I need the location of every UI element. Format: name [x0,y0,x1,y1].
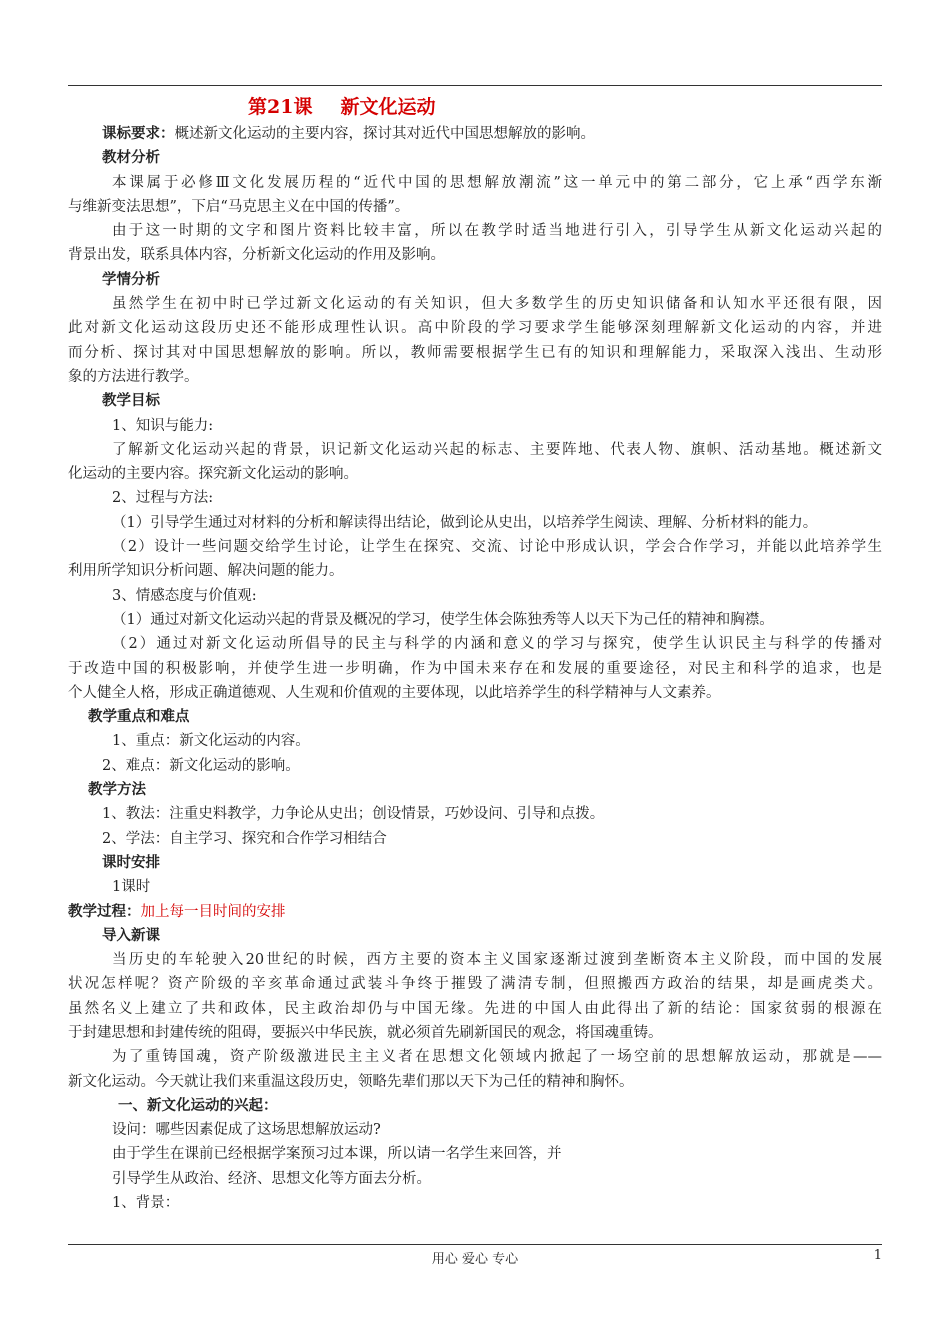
section-heading: 教学方法 [88,781,146,799]
paragraph-line: 1、重点：新文化运动的内容。 [112,733,310,750]
paragraph-line: 1、教法：注重史料教学，力争论从史出；创设情景，巧妙设问、引导和点拨。 [102,806,605,823]
paragraph-line: 设问：哪些因素促成了这场思想解放运动? [112,1122,381,1139]
paragraph-line: 此对新文化运动这段历史还不能形成理性认识。高中阶段的学习要求学生能够深刻理解新文化运动的内容，并进 [68,320,882,337]
paragraph-line: 2、过程与方法: [112,490,214,507]
header-rule [68,85,882,86]
process-note: 加上每一目时间的安排 [140,903,286,920]
paragraph-line: 个人健全人格，形成正确道德观、人生观和价值观的主要体现，以此培养学生的科学精神与人文素养。 [68,684,721,701]
paragraph-line: 由于这一时期的文字和图片资料比较丰富，所以在教学时适当地进行引入，引导学生从新文化运动兴起的 [112,223,882,240]
standard-text: 概述新文化运动的主要内容，探讨其对近代中国思想解放的影响。 [174,126,595,142]
paragraph-line: 引导学生从政治、经济、思想文化等方面去分析。 [112,1170,431,1187]
paragraph-line: 1、背景： [112,1195,180,1212]
process-label: 教学过程： [68,902,141,920]
paragraph-line: （2）设计一些问题交给学生讨论，让学生在探究、交流、讨论中形成认识，学会合作学习，并能以此培养学生 [112,539,882,556]
process-line [68,900,882,924]
paragraph-line: 1课时 [112,879,151,896]
lesson-topic: 新文化运动 [340,96,436,118]
paragraph-line: 利用所学知识分析问题、解决问题的能力。 [68,563,344,580]
paragraph-line: 于封建思想和封建传统的阻碍，要振兴中华民族，就必须首先刷新国民的观念，将国魂重铸。 [68,1024,663,1041]
paragraph-line: 2、难点：新文化运动的影响。 [102,757,300,774]
section-heading: 课时安排 [102,853,160,871]
paragraph-line: 象的方法进行教学。 [68,368,199,385]
paragraph-line: 新文化运动。今天就让我们来重温这段历史，领略先辈们那以天下为己任的精神和胸怀。 [68,1073,634,1090]
section-heading: 教材分析 [102,149,160,167]
paragraph-line: 由于学生在课前已经根据学案预习过本课，所以请一名学生来回答，并 [112,1146,562,1163]
page-footer: 用心 爱心 专心 [431,1252,519,1267]
section-heading: 导入新课 [102,926,160,944]
paragraph-line: 虽然名义上建立了共和政体，民主政治却仍与中国无缘。先进的中国人由此得出了新的结论：国家贫弱的根源在 [68,1000,882,1017]
paragraph-line: 3、情感态度与价值观: [112,587,257,604]
paragraph-line: 化运动的主要内容。探究新文化运动的影响。 [68,466,358,483]
page-number: 1 [873,1248,882,1263]
page-title [68,92,882,122]
paragraph-line: （2）通过对新文化运动所倡导的民主与科学的内涵和意义的学习与探究，使学生认识民主与科学的传播对 [112,636,882,653]
paragraph-line: 与维新变法思想”，下启“马克思主义在中国的传播”。 [68,198,410,215]
section-heading: 教学重点和难点 [88,708,190,726]
paragraph-line: 当历史的车轮驶入20世纪的时候，西方主要的资本主义国家逐渐过渡到垄断资本主义阶段，而中国的发展 [112,952,882,969]
lesson-number: 第21课 [248,96,313,118]
paragraph-line: 虽然学生在初中时已学过新文化运动的有关知识，但大多数学生的历史知识储备和认知水平还很有限，因 [112,296,882,313]
paragraph-line: 于改造中国的积极影响，并使学生进一步明确，作为中国未来存在和发展的重要途径，对民主和科学的追求，也是 [68,660,882,677]
document-body [68,92,882,1215]
standard-label: 课标要求： [102,125,175,142]
paragraph-line: 为了重铸国魂，资产阶级激进民主主义者在思想文化领域内掀起了一场空前的思想解放运动，那就是—— [112,1049,882,1066]
paragraph-line: 1、知识与能力: [112,417,214,434]
section-heading: 教学目标 [102,392,160,410]
paragraph-line: 了解新文化运动兴起的背景，识记新文化运动兴起的标志、主要阵地、代表人物、旗帜、活动基地。概述新文 [112,441,882,458]
section-heading: 学情分析 [102,270,160,288]
standard-line [68,122,882,146]
paragraph-line: 状况怎样呢？资产阶级的辛亥革命通过武装斗争终于摧毁了满清专制，但照搬西方政治的结果，却是画虎类犬。 [68,976,882,993]
footer-rule [68,1244,882,1245]
paragraph-line: 本课属于必修Ⅲ文化发展历程的“近代中国的思想解放潮流”这一单元中的第二部分，它上承“西学东渐 [112,174,882,191]
section-heading: 一、新文化运动的兴起： [118,1096,278,1114]
paragraph-line: （1）引导学生通过对材料的分析和解读得出结论，做到论从史出，以培养学生阅读、理解、分析材料的能力。 [112,514,818,531]
paragraph-line: 2、学法：自主学习、探究和合作学习相结合 [102,830,387,847]
paragraph-line: （1）通过对新文化运动兴起的背景及概况的学习，使学生体会陈独秀等人以天下为己任的精神和胸襟。 [112,611,774,628]
paragraph-line: 背景出发，联系具体内容，分析新文化运动的作用及影响。 [68,247,445,264]
paragraph-line: 而分析、探讨其对中国思想解放的影响。所以，教师需要根据学生已有的知识和理解能力，采取深入浅出、生动形 [68,344,882,361]
